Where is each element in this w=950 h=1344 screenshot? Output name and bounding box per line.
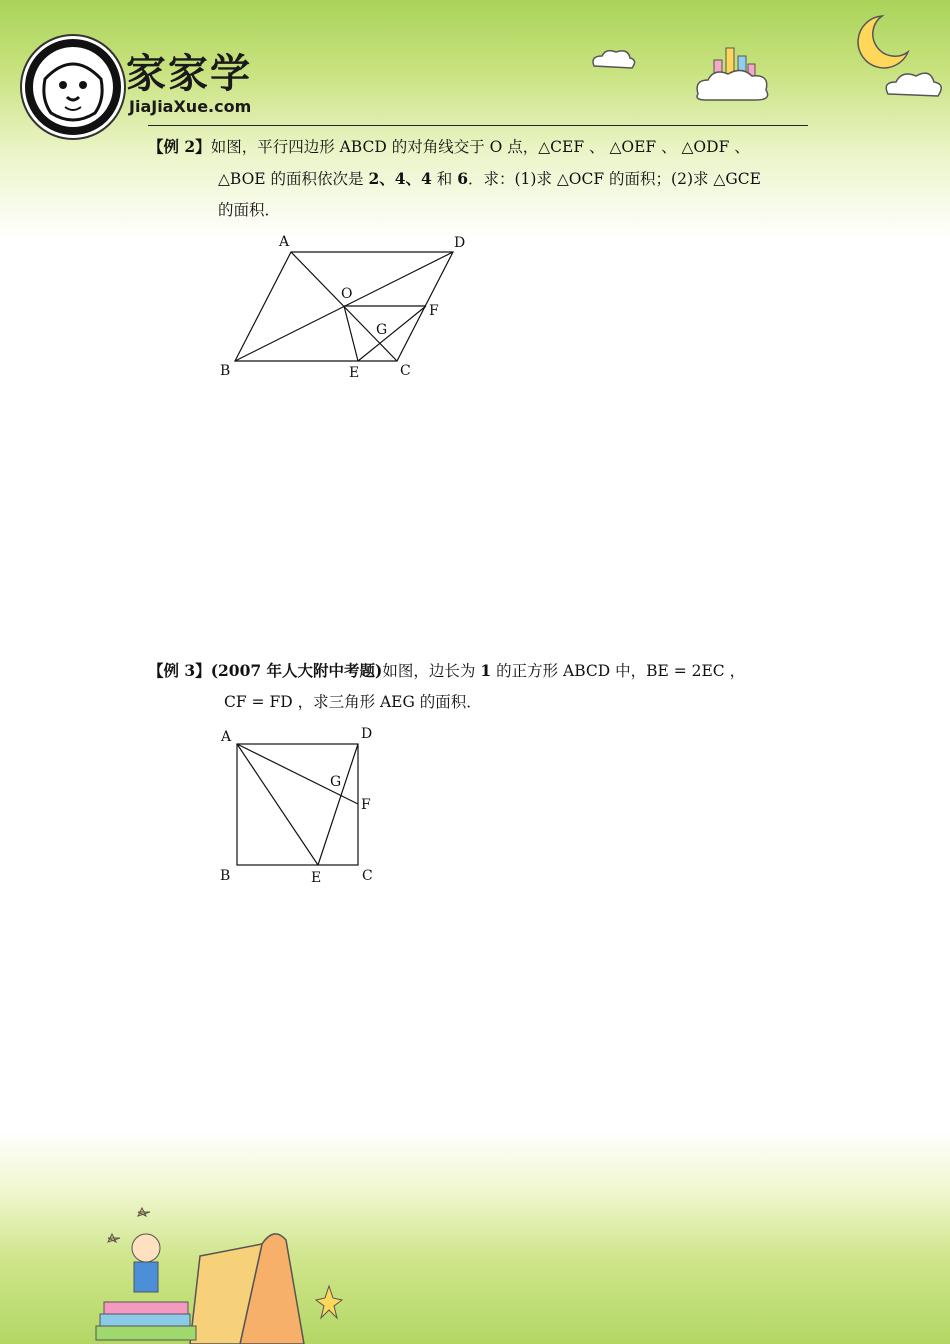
cloud-icon xyxy=(880,66,946,102)
label-g: G xyxy=(330,774,342,790)
example-2-line2-b: 和 xyxy=(431,170,458,188)
example-2 xyxy=(148,131,818,226)
label-a: A xyxy=(279,234,290,250)
example-2-areas: 2、4、4 xyxy=(368,169,432,188)
example-3-side-one: 1 xyxy=(480,661,492,680)
lion-logo-icon xyxy=(22,36,124,138)
label-d: D xyxy=(454,235,466,251)
label-f: F xyxy=(429,303,439,319)
example-3-figure xyxy=(210,722,400,892)
example-2-line2-c: ．求：(1)求 △OCF 的面积；(2)求 △GCE xyxy=(468,170,761,188)
label-a: A xyxy=(221,729,232,745)
example-2-area-six: 6 xyxy=(457,169,468,188)
label-b: B xyxy=(220,868,231,884)
label-o: O xyxy=(341,286,353,302)
header-rule xyxy=(148,125,808,126)
label-b: B xyxy=(220,363,231,379)
example-3-source: (2007 年人大附中考题) xyxy=(210,661,383,680)
example-2-line2-a: △BOE 的面积依次是 xyxy=(218,170,369,188)
label-g: G xyxy=(376,322,388,338)
example-3 xyxy=(148,655,818,718)
example-2-line3: 的面积． xyxy=(218,201,281,219)
label-e: E xyxy=(311,870,322,886)
logo-english-name: JiaJiaXue.com xyxy=(129,97,252,116)
example-3-line1-c: 的正方形 ABCD 中，BE = 2EC ， xyxy=(491,662,746,680)
segment-ef xyxy=(358,306,426,361)
segment-ae xyxy=(237,744,318,865)
label-c: C xyxy=(400,363,411,379)
label-e: E xyxy=(349,365,360,381)
label-f: F xyxy=(361,797,371,813)
example-3-tag: 【例 3】 xyxy=(148,661,211,680)
logo-chinese-name: 家家学 xyxy=(126,51,252,97)
kid-on-books-icon xyxy=(90,1196,310,1344)
square-abcd xyxy=(237,744,358,865)
castle-cloud-icon xyxy=(692,38,774,104)
cloud-icon xyxy=(588,46,638,74)
example-3-line2: CF = FD ，求三角形 AEG 的面积． xyxy=(224,693,482,711)
example-3-line1-b: 如图，边长为 xyxy=(382,662,481,680)
segment-ed xyxy=(318,744,358,865)
star-icon xyxy=(314,1282,344,1326)
moon-icon xyxy=(852,12,912,72)
label-d: D xyxy=(361,726,373,742)
label-c: C xyxy=(362,868,373,884)
example-2-tag: 【例 2】 xyxy=(148,137,211,156)
example-2-line1: 如图，平行四边形 ABCD 的对角线交于 O 点，△CEF 、 △OEF 、 △ODF 、 xyxy=(210,138,750,156)
example-2-figure xyxy=(210,228,480,388)
